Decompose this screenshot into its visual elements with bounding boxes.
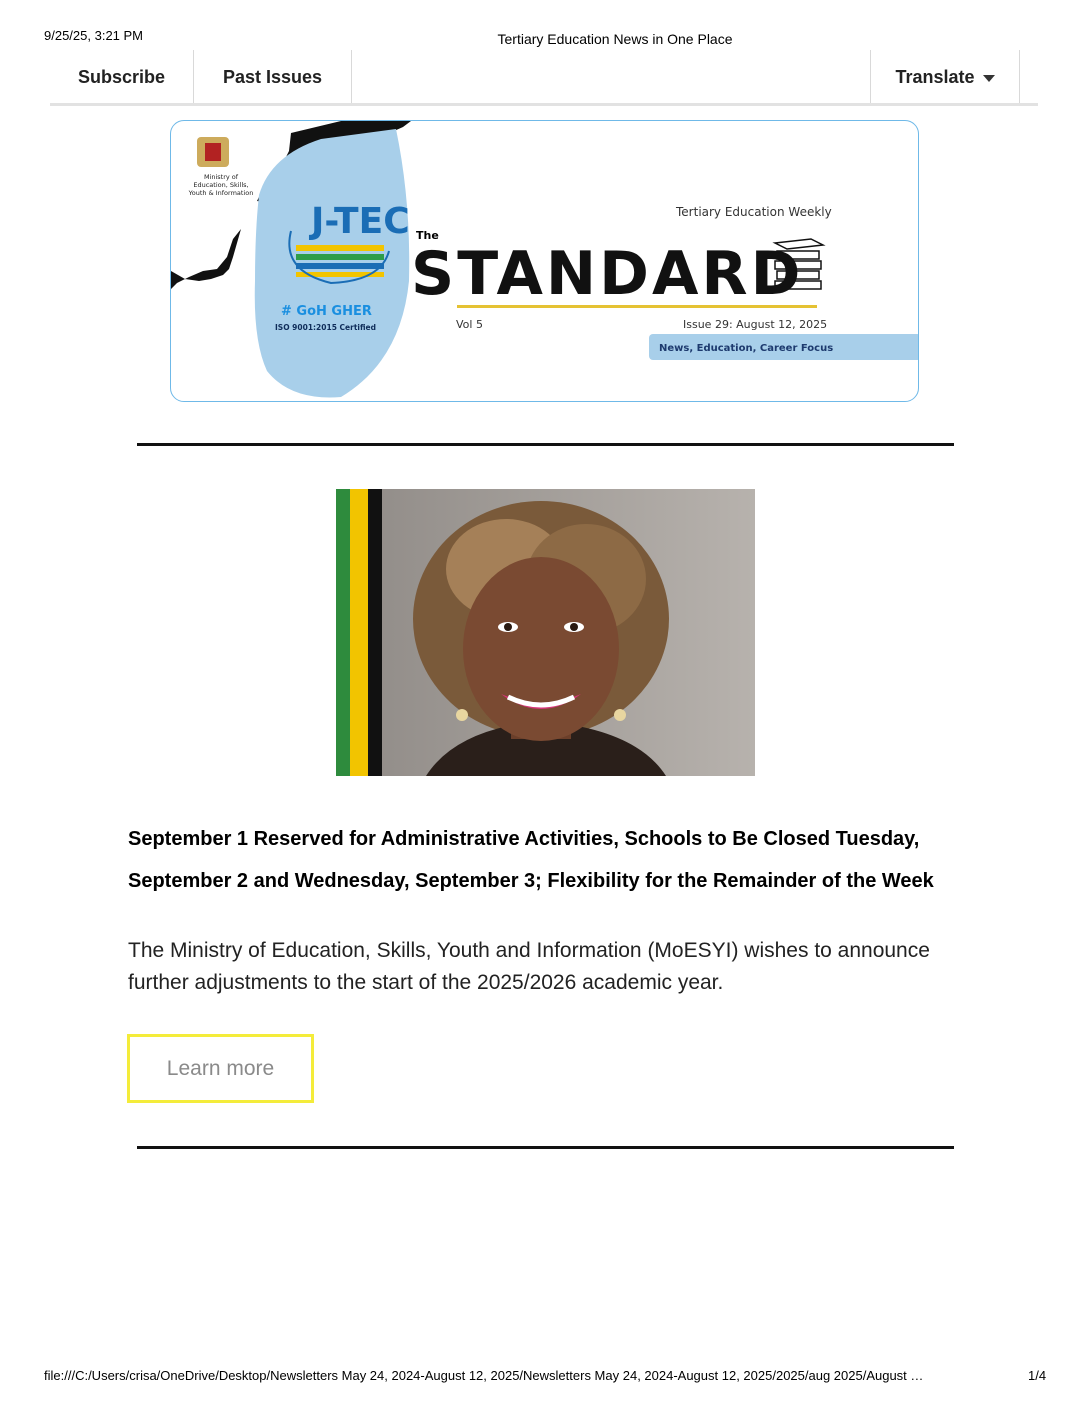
masthead-title: STANDARD (411, 239, 804, 309)
article-summary: The Ministry of Education, Skills, Youth and Information (MoESYI) wishes to announce further adjustments to the start of the 2025/2026 academic year. (128, 939, 930, 994)
article-headline: September 1 Reserved for Administrative Activities, Schools to Be Closed Tuesday, September 2 and Wednesday, September 3; Flexibility for the Remainder of the Week (128, 828, 934, 892)
portrait-image (336, 489, 755, 776)
iso-certification: ISO 9001:2015 Certified (275, 323, 376, 332)
issue-label: Issue 29: August 12, 2025 (683, 318, 828, 331)
volume-label: Vol 5 (456, 318, 483, 331)
face (463, 557, 619, 741)
island-coast (171, 229, 241, 289)
print-page-number: 1/4 (1028, 1368, 1047, 1383)
section-divider (137, 1146, 954, 1149)
top-nav-bar (50, 50, 1038, 106)
masthead-the: The (416, 229, 439, 242)
print-page-title: Tertiary Education News in One Place (497, 31, 733, 47)
translate-dropdown[interactable] (870, 50, 1020, 103)
hashtag-text: # GoH GHER (281, 304, 372, 319)
newsletter-banner (170, 120, 919, 402)
jtec-logo-text: J-TEC (311, 201, 410, 242)
banner-tagline: News, Education, Career Focus (659, 343, 834, 354)
print-file-path: file:///C:/Users/crisa/OneDrive/Desktop/Newsletters May 24, 2024-August 12, 2025/Newsletters May 24, 2024-August 12, 2025/2025/aug 2025/August … (44, 1368, 924, 1383)
article-photo (336, 489, 755, 776)
caret-down-icon (983, 75, 995, 82)
subscribe-link[interactable]: Subscribe (50, 50, 194, 103)
translate-label: Translate (895, 67, 975, 87)
print-datetime: 9/25/25, 3:21 PM (44, 28, 144, 43)
section-divider (137, 443, 954, 446)
banner-subtitle: Tertiary Education Weekly (676, 205, 832, 219)
learn-more-button[interactable]: Learn more (127, 1034, 314, 1103)
past-issues-link[interactable]: Past Issues (194, 50, 352, 103)
flag-strip (336, 489, 350, 776)
ministry-name: Ministry of Education, Skills, Youth & Information (188, 173, 254, 197)
